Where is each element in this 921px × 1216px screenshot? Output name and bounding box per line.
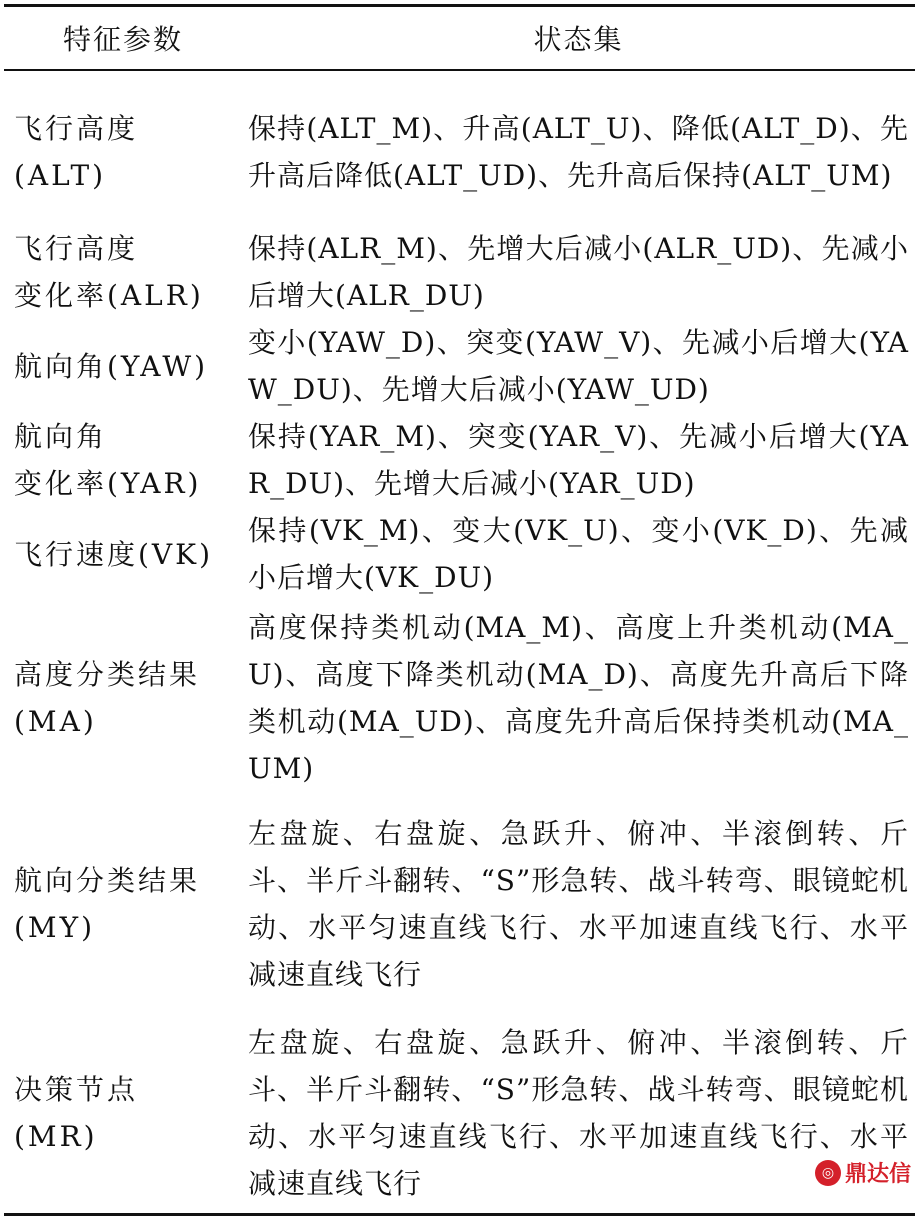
- table-header: [4, 6, 915, 71]
- header-param: 特征参数: [62, 23, 183, 56]
- states-cell: 保持(VK_M)、变大(VK_U)、变小(VK_D)、先减小后增大(VK_DU): [248, 514, 909, 594]
- param-cell: 航向角 变化率(YAR): [14, 420, 202, 500]
- header-row: [4, 6, 915, 71]
- table-row: [4, 1013, 915, 1215]
- watermark-text: 鼎达信: [844, 1162, 911, 1187]
- feature-state-table: [4, 4, 915, 1216]
- table-row: [4, 507, 915, 601]
- param-cell: 高度分类结果 (MA): [14, 658, 201, 738]
- watermark: [815, 1157, 911, 1188]
- table-row: [4, 413, 915, 507]
- states-cell: 左盘旋、右盘旋、急跃升、俯冲、半滚倒转、斤斗、半斤斗翻转、“S”形急转、战斗转弯、眼镜蛇机动、水平匀速直线飞行、水平加速直线飞行、水平减速直线飞行: [248, 817, 909, 991]
- param-cell: 航向角(YAW): [14, 349, 209, 383]
- param-cell: 飞行速度(VK): [14, 537, 213, 571]
- states-cell: 左盘旋、右盘旋、急跃升、俯冲、半滚倒转、斤斗、半斤斗翻转、“S”形急转、战斗转弯、眼镜蛇机动、水平匀速直线飞行、水平加速直线飞行、水平减速直线飞行: [248, 1026, 909, 1200]
- param-cell: 飞行高度 (ALT): [14, 112, 139, 192]
- param-cell: 决策节点 (MR): [14, 1073, 139, 1153]
- table-row: [4, 795, 915, 1013]
- header-states: 状态集: [533, 23, 624, 56]
- states-cell: 保持(ALT_M)、升高(ALT_U)、降低(ALT_D)、先升高后降低(ALT_UD)、先升高后保持(ALT_UM): [248, 112, 909, 192]
- states-cell: 变小(YAW_D)、突变(YAW_V)、先减小后增大(YAW_DU)、先增大后减小(YAW_UD): [248, 326, 909, 406]
- table-row: [4, 225, 915, 319]
- table-body: [4, 70, 915, 1215]
- table-row: [4, 601, 915, 795]
- param-cell: 航向分类结果 (MY): [14, 864, 201, 944]
- states-cell: 保持(YAR_M)、突变(YAR_V)、先减小后增大(YAR_DU)、先增大后减小(YAR_UD): [248, 420, 909, 500]
- table-row: [4, 70, 915, 225]
- table-row: [4, 319, 915, 413]
- param-cell: 飞行高度 变化率(ALR): [14, 232, 204, 312]
- states-cell: 高度保持类机动(MA_M)、高度上升类机动(MA_U)、高度下降类机动(MA_D)、高度先升高后下降类机动(MA_UD)、高度先升高后保持类机动(MA_UM): [248, 611, 909, 785]
- states-cell: 保持(ALR_M)、先增大后减小(ALR_UD)、先减小后增大(ALR_DU): [248, 232, 909, 312]
- dingdaxin-logo-icon: ◎: [815, 1160, 841, 1186]
